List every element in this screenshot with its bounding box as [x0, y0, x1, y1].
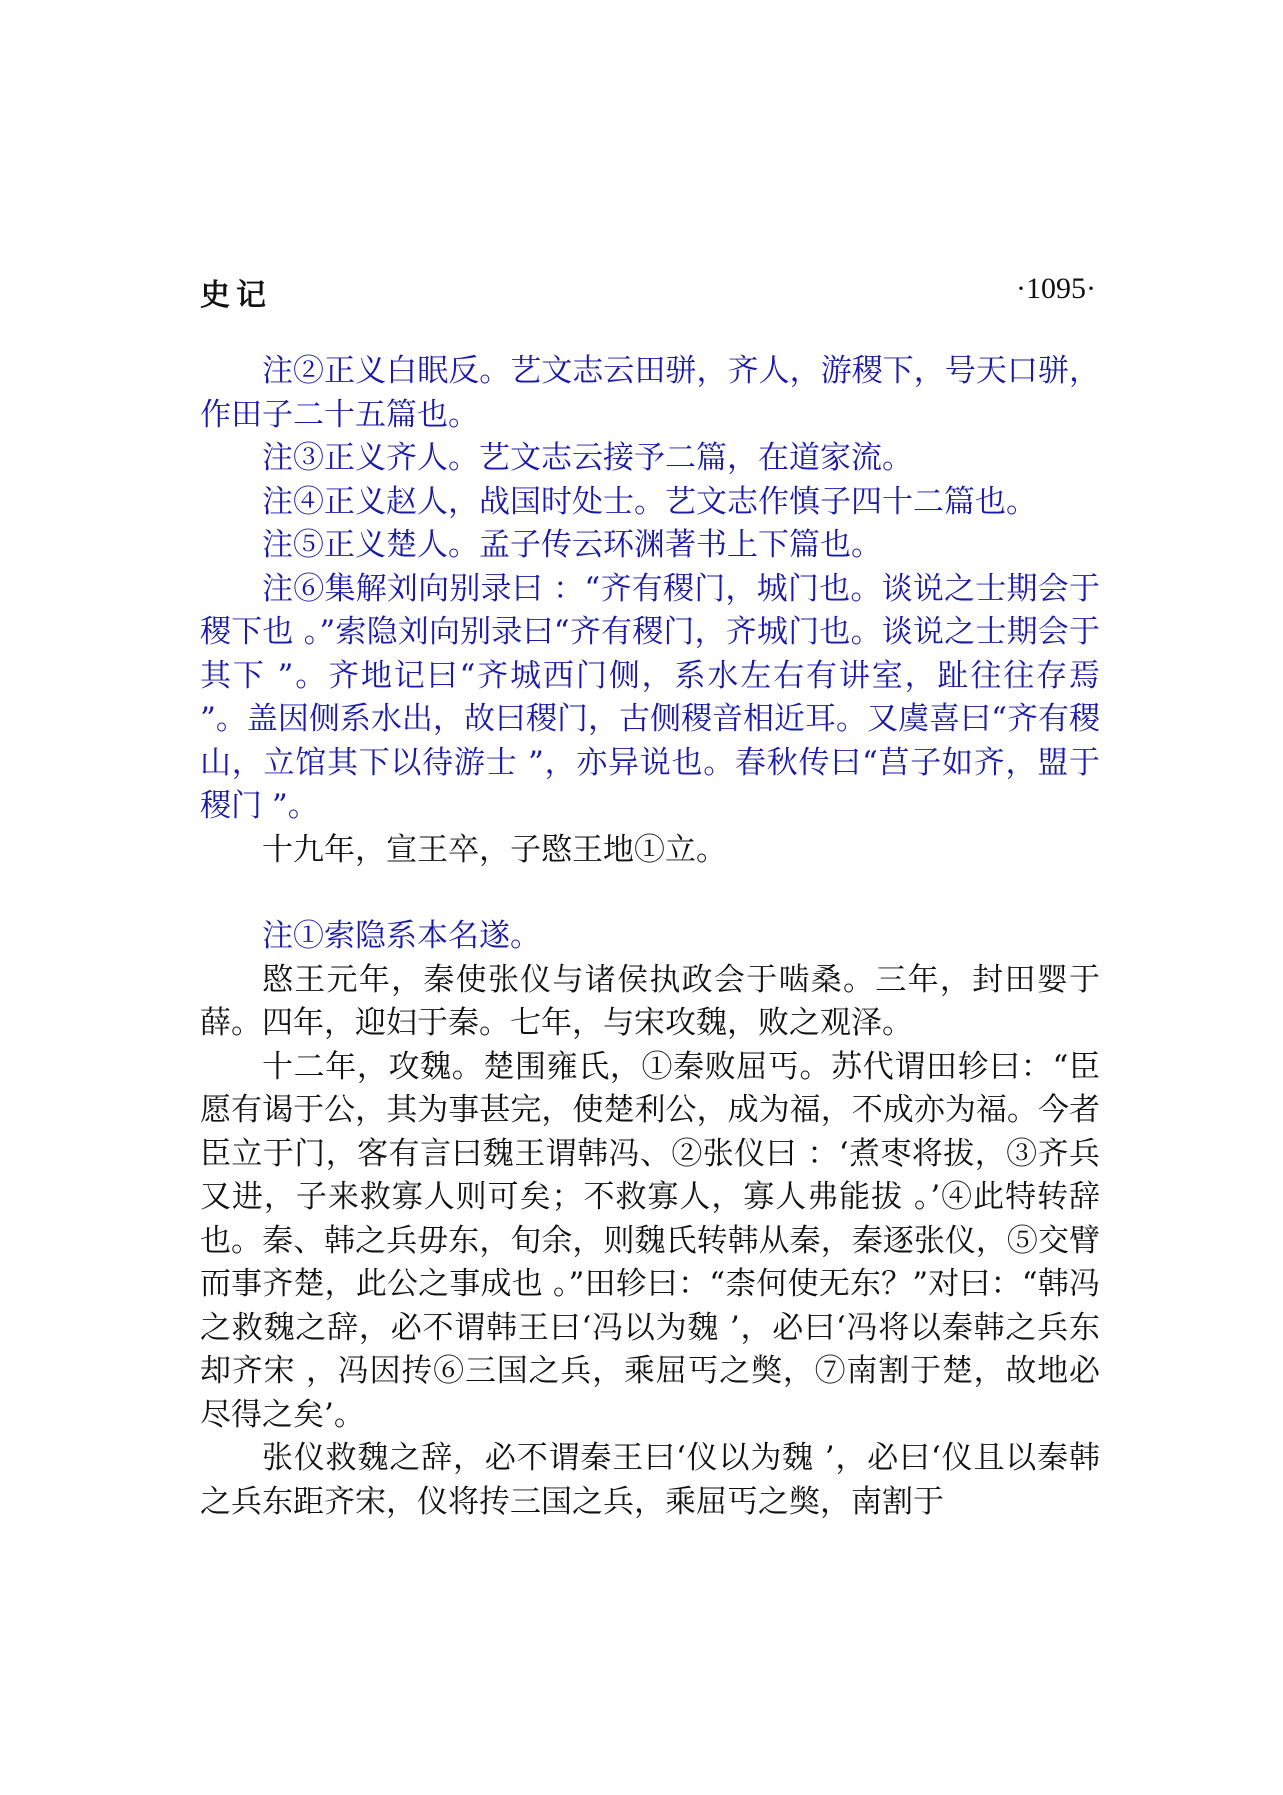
annotation-paragraph: 注⑤正义楚人。孟子传云环渊著书上下篇也。: [262, 527, 882, 563]
annotation-paragraph: 注④正义赵人，战国时处士。艺文志作慎子四十二篇也。: [262, 483, 1037, 520]
page-content: [200, 350, 1100, 1524]
body-paragraph: 十九年，宣王卒，子愍王地①立。: [262, 831, 727, 868]
annotation-paragraph: 注③正义齐人。艺文志云接予二篇，在道家流。: [262, 440, 913, 476]
page-header: [200, 270, 1100, 314]
annotation-paragraph: 注②正义白眠反。艺文志云田骈，齐人，游稷下，号天口骈，作田子二十五篇也。: [200, 353, 1100, 433]
annotation-paragraph: 注①索隐系本名遂。: [262, 918, 541, 954]
book-title: 史记: [200, 278, 272, 313]
annotation-paragraph: 注⑥集解刘向别录曰 ：“齐有稷门，城门也。谈说之士期会于稷下也 。”索隐刘向别录曰“齐有稷门，齐城门也。谈说之士期会于其下 ”。齐地记曰“齐城西门侧，系水左右有讲室，趾往往存焉 ”。盖因侧系水出，故曰稷门，古侧稷音相近耳。又虞喜曰“齐有稷山，立馆其下以待游士 ”，亦异说也。春秋传曰“莒子如齐，盟于稷门 ”。: [200, 570, 1100, 824]
document-page: [200, 0, 1100, 1795]
body-paragraph: 张仪救魏之辞，必不谓秦王曰‘仪以为魏 ’，必曰‘仪且以秦韩之兵东距齐宋，仪将抟三国之兵，乘屈丐之獘，南割于: [200, 1440, 1100, 1520]
body-paragraph: 愍王元年，秦使张仪与诸侯执政会于啮桑。三年，封田婴于薛。四年，迎妇于秦。七年，与宋攻魏，败之观泽。: [200, 961, 1100, 1041]
body-paragraph: 十二年，攻魏。楚围雍氏，①秦败屈丐。苏代谓田轸曰：“臣愿有谒于公，其为事甚完，使楚利公，成为福，不成亦为福。今者臣立于门，客有言曰魏王谓韩冯、②张仪曰 ：‘煮枣将拔，③齐兵又进，子来救寡人则可矣；不救寡人，寡人弗能拔 。’④此特转辞也。秦、韩之兵毋东，旬余，则魏氏转韩从秦，秦逐张仪，⑤交臂而事齐楚，此公之事成也 。”田轸曰：“柰何使无东？”对曰：“韩冯之救魏之辞，必不谓韩王曰‘冯以为魏 ’，必曰‘冯将以秦韩之兵东却齐宋 ，冯因抟⑥三国之兵，乘屈丐之獘，⑦南割于楚，故地必尽得之矣’。: [200, 1048, 1100, 1433]
paragraph-gap: [200, 872, 1100, 915]
page-number: ·1095·: [1016, 272, 1096, 305]
